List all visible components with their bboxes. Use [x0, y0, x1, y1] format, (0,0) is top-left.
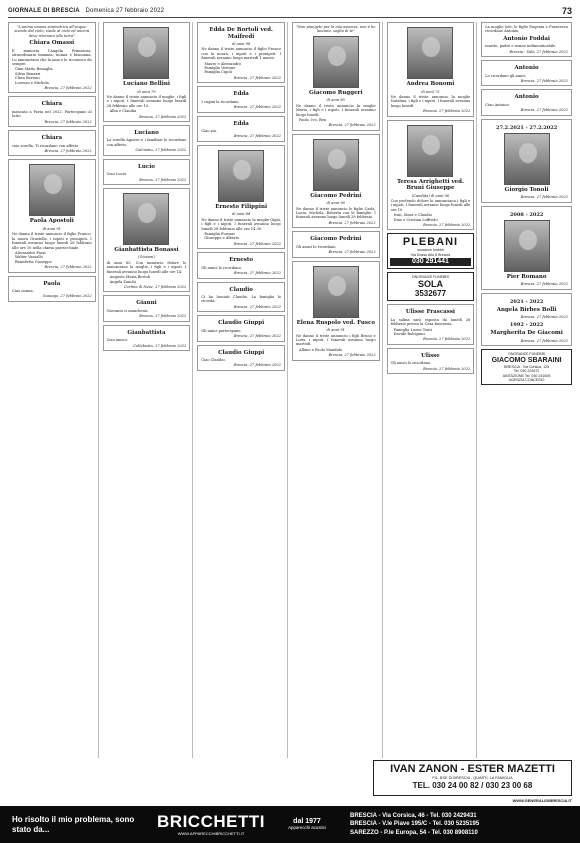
notice — [387, 22, 475, 117]
notice-body: I cugini la ricordano. — [201, 99, 240, 104]
notice-signature: Brescia, 27 febbraio 2022 — [328, 220, 376, 225]
notice-signature: Brescia - Salò, 27 febbraio 2022 — [509, 49, 568, 54]
notice-body: La sorella Agnese e i familiari lo ricordano con affetto. — [106, 138, 187, 147]
notice-signature: Brescia, 27 febbraio 2022 — [233, 334, 281, 339]
notice-name: Angela Birbes Bolli — [496, 306, 557, 313]
ad-brand: SOLA — [417, 279, 443, 290]
notice — [103, 188, 191, 292]
notice-body: Gli amici partecipano. — [201, 328, 242, 333]
notice-name: Chiara — [41, 101, 63, 108]
notice-body: di anni 85. Con immenso dolore lo annunciano la moglie, i figli e i nipoti. I funerali avranno luogo lunedì alle ore 14. — [106, 260, 187, 274]
notice-body: Con profondo dolore lo annunciano i figli e i nipoti. I funerali avranno luogo lunedì alle ore 10. — [390, 198, 471, 212]
notice — [197, 86, 285, 112]
notice — [197, 345, 285, 371]
notice-name: Chiara — [41, 135, 63, 142]
notice-body: Ne danno il triste annuncio il moglie, i figli e i nipoti. I funerali avranno luogo lunedì 28 febbraio alle ore 10. — [106, 94, 187, 108]
notice-name: Giacomo Pedrini — [310, 236, 362, 243]
page-number: 73 — [561, 5, 572, 16]
since-year: dal 1977 — [293, 818, 321, 826]
notice — [8, 159, 96, 272]
notice-age: (Giovani) — [138, 255, 155, 260]
notice-signature: Brescia, 27 febbraio 2022 — [233, 105, 281, 110]
notice-age: di anni 79 — [137, 89, 156, 94]
notice-list — [296, 348, 376, 352]
participant-name: Famiglia Vestone — [204, 66, 236, 71]
notice — [292, 22, 380, 131]
notice-name: Edda — [233, 120, 249, 127]
notice-name: Claudio Giuppi — [218, 349, 265, 356]
participant-name: Famiglia Leone Tonti — [393, 327, 432, 332]
page-header — [8, 4, 572, 18]
notice-signature: Brescia, 27 febbraio 2022 — [423, 109, 471, 114]
notice-name: Gianbattista Bonassi — [114, 246, 179, 253]
portrait-photo — [407, 125, 453, 177]
participant-name: Augusto Maria Bertoli — [109, 275, 151, 280]
anniversary-dates: 2021 - 2022 — [509, 298, 544, 305]
notice-signature: Brescia, 27 febbraio 2022 — [423, 222, 471, 227]
notice — [197, 22, 285, 83]
notice — [197, 315, 285, 341]
notice-name: Teresa Arrighetti ved. Bruni Giuseppe — [396, 178, 464, 192]
anniversary-notice — [481, 293, 572, 347]
notice-signature: Brescia, 27 febbraio 2022 — [520, 282, 568, 287]
notice-list — [391, 213, 471, 222]
notice — [8, 22, 96, 93]
notice — [197, 252, 285, 278]
participant-name: Ivan, Mara e Claudio — [393, 213, 432, 218]
notice-list — [201, 62, 281, 75]
notice-name: Antonio — [514, 65, 539, 72]
banner-slogan: Ho risolto il mio problema, sono stato da... — [12, 815, 135, 834]
notice-signature: Brescia, 27 febbraio 2022 — [139, 177, 187, 182]
notice-intro: La moglie Iole, le figlie Eugenia e Francesca ricordano Antonio. — [485, 25, 568, 34]
column-1 — [8, 22, 99, 758]
ad-brand: GIACOMO SBARAINI — [491, 356, 562, 364]
notice-name: Ulisse — [421, 352, 440, 359]
ad-brand: PLEBANI — [402, 236, 459, 249]
column-5 — [387, 22, 478, 758]
participant-name: Famiglia Cigoli — [204, 70, 232, 75]
notice-body: Gli amici lo ricordano. — [201, 265, 242, 270]
branch-list — [344, 812, 580, 838]
notice — [481, 60, 572, 86]
notice-list — [391, 328, 471, 337]
since-label: Apparecchi acustici — [288, 824, 326, 830]
funeral-home-ad-sola[interactable] — [387, 272, 475, 301]
notice-signature: Brescia, 27 febbraio 2022 — [520, 195, 568, 200]
participant-name: Alessandro Parzi — [15, 250, 46, 255]
column-2 — [103, 22, 194, 758]
notice-body: Ne danno il triste annuncio il figlio Franco, la nuora Graziella, i nipoti e pronipoti. I funerali avranno luogo lunedì 28 febbraio alle ore 10 nella chiesa parrocchiale. — [12, 232, 92, 250]
notice-signature: Brescia, 27 febbraio 2022 — [520, 315, 568, 320]
notice-name: Luciano — [134, 129, 159, 136]
notice-name: Luciano Bellini — [123, 81, 170, 87]
notice — [103, 295, 191, 321]
notice-name: Antonio — [514, 94, 539, 101]
anniversary-dates: 27.2.2021 - 27.2.2022 — [495, 124, 558, 131]
notice-signature: Brescia, 27 febbraio 2022 — [233, 271, 281, 276]
portrait-photo — [504, 220, 550, 272]
notice-name: Ernesto Filippini — [215, 203, 268, 210]
website-link[interactable]: WWW.GENERALIDIBRESCIA.IT — [512, 798, 572, 803]
notice — [103, 159, 191, 185]
newspaper-name: GIORNALE DI BRESCIA — [8, 7, 80, 14]
branch-item: BRESCIA - V.le Piave 195/C - Tel. 030 5235195 — [350, 821, 480, 828]
notice-name: Giacomo Ruggeri — [309, 89, 363, 96]
notice-name: Edda — [233, 91, 249, 98]
notice-body: mancata a Pavia nel 2022. Partecipano al lutto. — [12, 109, 92, 119]
notice-body: Ciao Antonio. — [485, 102, 510, 107]
notice-body: Ne danno il triste annuncio la moglie Gigia, i figli e i nipoti. I funerali avranno luogo lunedì 28 febbraio alle ore 14.30. — [201, 217, 281, 231]
notice-name: Margherita De Giacomi — [490, 330, 563, 337]
notice-signature: Brescia, 27 febbraio 2022 — [233, 241, 281, 246]
portrait-photo — [29, 164, 75, 216]
notice — [481, 22, 572, 57]
notice-name: Antonio Foddai — [503, 35, 550, 42]
notice-signature: Brescia, 27 febbraio 2022 — [233, 134, 281, 139]
portrait-photo — [123, 193, 169, 245]
notice-signature: Calcinato, 27 febbraio 2022 — [135, 148, 187, 153]
anniversary-dates: 2008 - 2022 — [509, 211, 544, 218]
issue-date: Domenica 27 febbraio 2022 — [85, 7, 165, 14]
notice-signature: Gussago, 27 febbraio 2022 — [42, 294, 92, 299]
notice-body: Ne danno il triste annuncio la moglie Natalina, i figli e i nipoti. I funerali avranno luogo lunedì. — [390, 94, 471, 108]
anniversary-dates: 1992 - 2022 — [509, 322, 544, 329]
brand-website[interactable]: WWW.APPARECCHIBRICCHETTI.IT — [177, 831, 245, 836]
notice-signature: Collebeato, 27 febbraio 2022 — [133, 343, 187, 348]
notice — [197, 145, 285, 249]
notice-signature: Brescia, 27 febbraio 2022 — [423, 366, 471, 371]
participant-name: Lorenzo e Michela — [15, 80, 49, 85]
notice-age: (Candida) di anni 96 — [411, 193, 450, 198]
ad-agency: AGENZIA CONCESIO — [508, 378, 545, 382]
notice-signature: Brescia, 27 febbraio 2022 — [520, 338, 568, 343]
notice — [8, 276, 96, 302]
notice-signature: Brescia, 27 febbraio 2022 — [139, 314, 187, 319]
portrait-photo — [313, 266, 359, 318]
notice-body: Ne danno il triste annuncio le figlie Carla, Lucia, Michela, Roberta con le famiglie. I funerali avranno luogo lunedì 28 febbraio. — [295, 206, 376, 220]
notice-body: Gli amici lo ricordano. — [295, 244, 337, 249]
notice-age: di anni 73 — [421, 89, 440, 94]
notice-body: Ciao Claudio. — [201, 358, 226, 363]
participant-name: Dino e Cristian Loffredo — [393, 217, 438, 222]
notice-list — [107, 109, 187, 113]
notice-age: di anni 85 — [326, 98, 345, 103]
notice — [8, 130, 96, 156]
branch-item: SAREZZO - P.le Europa, 54 - Tel. 030 8908110 — [350, 829, 478, 836]
notice-signature: Brescia, 27 febbraio 2022 — [520, 108, 568, 113]
notice-name: Giorgio Tonoli — [504, 186, 549, 193]
notice — [387, 304, 475, 345]
notice-name: Chiara Omassi — [29, 40, 75, 47]
notice-body: Ci ha lasciati Claudio. La famiglia lo ricorda. — [201, 295, 281, 304]
notice — [103, 125, 191, 156]
notice-name: Claudio Giuppi — [218, 320, 265, 327]
notice-name: Gianbattista — [127, 329, 166, 336]
notice-age: di anni 90 — [326, 201, 345, 206]
notice-body: Ne danno il triste annuncio i figli Bruno e Loris, i nipoti. I funerali avranno luogo martedì. — [295, 333, 376, 347]
ad-tagline: ONORANZE FUNEBRI — [411, 274, 450, 279]
brand-name: BRICCHETTI — [157, 812, 265, 831]
notice-name: Lucio — [137, 163, 155, 170]
notice-name: Gianni — [136, 300, 157, 307]
notice — [481, 89, 572, 115]
notice-body: È mancata l'Angela Primarosa, straordinaria mamma, nonna e bisnonna. Lo annunciano che la ama e le riconosce da sempre. — [12, 48, 92, 66]
notice-name: Elena Ruspolo ved. Fusco — [296, 319, 375, 326]
notice-age: di anni 91 — [42, 226, 61, 231]
notice-list — [107, 275, 187, 284]
participant-name: Giuseppe e Alberto — [204, 236, 240, 241]
notice — [292, 134, 380, 229]
notice-name: Claudio — [229, 286, 253, 293]
participant-name: Davide Bolognini — [393, 331, 425, 336]
ad-tagline: onoranze funebri — [416, 248, 444, 253]
notice-signature: Brescia, 27 febbraio 2022 — [328, 353, 376, 358]
participant-name: Famiglia Fornari — [204, 232, 235, 236]
notice-body: Ciao zia. — [201, 129, 217, 134]
notice-list — [296, 118, 376, 122]
notice-body: Ciao amico. — [106, 338, 128, 343]
notice-body: Ciao nonna. — [12, 289, 34, 294]
ad-brand: IVAN ZANON - ESTER MAZETTI — [390, 763, 555, 775]
participant-name: Benedetta Gioseppe — [15, 259, 52, 264]
notice-signature: Brescia, 27 febbraio 2022 — [44, 85, 92, 90]
notice-name: Giacomo Pedrini — [310, 192, 362, 199]
ad-phone: 030 291441 — [390, 258, 472, 266]
anniversary-notice — [481, 206, 572, 290]
bricchetti-banner[interactable] — [0, 806, 580, 843]
portrait-photo — [504, 133, 550, 185]
newspaper-masthead — [8, 8, 164, 14]
banner-since — [270, 819, 344, 830]
portrait-photo — [218, 150, 264, 202]
participant-name: Mauro e Alessandro — [204, 61, 241, 66]
notice-signature: Brescia, 27 febbraio 2022 — [328, 123, 376, 128]
notice-body: Ciao Lucio. — [106, 172, 128, 177]
column-4 — [292, 22, 383, 758]
portrait-photo — [313, 36, 359, 88]
notice-name: Paola Apostoli — [29, 218, 74, 225]
notice — [197, 116, 285, 142]
notice-body: ciao sorella. Ti ricordano con affetto. — [12, 143, 80, 148]
notice-quote: "Non piangete per la mia assenza, non è ho lasciato, soglio di te" — [296, 25, 376, 34]
notice-body: La salma sarà esposta da lunedì 28 febbraio presso la Casa funeraria. — [390, 317, 471, 327]
notice-name: Ulisse Frascassi — [405, 309, 456, 316]
ad-phone: 3532677 — [414, 289, 447, 299]
notice-signature: Brescia, 27 febbraio 2022 — [520, 79, 568, 84]
ad-phone: TEL. 030 24 00 82 / 030 23 00 68 — [412, 780, 533, 790]
ad-phone: Tel. 030 222672 — [513, 369, 540, 374]
notice-list — [12, 67, 92, 85]
notice — [103, 22, 191, 122]
ad-address: Via Dosso Alto 8 Brescia — [410, 252, 451, 257]
portrait-photo — [313, 139, 359, 191]
notice — [292, 261, 380, 361]
notice-name: Andrea Bonomi — [406, 81, 455, 87]
portrait-photo — [407, 27, 453, 79]
obituary-columns — [8, 22, 572, 758]
participant-name: Walter Vassallo — [15, 255, 43, 260]
notice — [8, 96, 96, 127]
notice-name: Edda De Bortoli ved. Maifredi — [209, 27, 273, 40]
notice-signature: Brescia, 27 febbraio 2022 — [423, 337, 471, 342]
notice — [387, 348, 475, 374]
funeral-home-ad-plebani[interactable] — [387, 233, 475, 268]
ad-address: FIL. BSE DI BRESCIA - QUARTI. LA FAMIGLIA — [432, 776, 513, 780]
notice-name: Paola — [43, 280, 61, 287]
notice-body: Gli amici lo ricordano. — [390, 361, 432, 366]
ad-home-phone: ABITAZIONE Tel. 030 241605 — [502, 373, 551, 378]
column-6 — [481, 22, 572, 758]
notice-body: Ne danno il triste annuncio la moglie Maria, i figli e i nipoti. I funerali avranno luogo lunedì. — [295, 103, 376, 117]
portrait-photo — [123, 27, 169, 79]
notice — [197, 282, 285, 313]
notice — [387, 120, 475, 231]
notice-signature: Brescia, 27 febbraio 2022 — [44, 149, 92, 153]
ad-tagline: ONORANZE FUNEBRI — [508, 352, 546, 357]
notice-quote: "L'anima umana simmetrica all'acqua: scende dal cielo, risale al cielo ed ancora deve ritornare alla terra" — [14, 25, 90, 38]
notice-list — [12, 251, 92, 264]
participant-name: Clara Bertoni — [15, 76, 40, 81]
notice — [292, 231, 380, 257]
banner-brand — [152, 813, 270, 836]
notice-body: Lo ricordano gli amici. — [485, 73, 527, 78]
notice-body: marito, padre e nonno indimenticabile. — [485, 44, 557, 49]
funeral-home-ad-zanon[interactable] — [373, 760, 572, 796]
notice — [103, 325, 191, 351]
column-3 — [197, 22, 288, 758]
notice-signature: Brescia, 27 febbraio 2022 — [44, 265, 92, 270]
notice-body: Ne danno il triste annuncio il figlio Franco con la nuora, i nipoti e i pronipoti. I funerali avranno luogo martedì 1 marzo. — [201, 47, 281, 61]
participant-name: Gian Mario Bonaglia — [15, 67, 53, 72]
notice-name: Pier Romano — [506, 273, 547, 280]
notice-signature: Brescia, 27 febbraio 2022 — [44, 119, 92, 124]
notice-age: di anni 98 — [232, 42, 251, 46]
participant-name: Angela Zanchi — [109, 279, 136, 284]
notice-body: Giovanni ci mancherai. — [106, 308, 149, 313]
notice-list — [201, 232, 281, 241]
participant-name: Albino e Paolo Mandulo — [298, 347, 343, 352]
notice-signature: Brescia, 27 febbraio 2022 — [328, 250, 376, 255]
participant-name: Alba e Claudia — [109, 109, 137, 114]
anniversary-notice — [481, 119, 572, 203]
notice-signature: Brescia, 27 febbraio 2022 — [233, 304, 281, 309]
participant-name: Paolo, Ivo, Ben — [298, 117, 327, 122]
funeral-home-ad-sbaraini[interactable] — [481, 349, 572, 385]
participant-name: Silvia Bonazzi — [15, 71, 41, 76]
notice-signature: Brescia, 27 febbraio 2022 — [233, 363, 281, 368]
ad-address: BRESCIA - Via Corsica, 125 — [504, 364, 550, 369]
notice-age: di anni 88 — [232, 212, 251, 217]
notice-signature: Brescia, 27 febbraio 2022 — [139, 114, 187, 119]
branch-item: BRESCIA - Via Corsica, 46 - Tel. 030 2429431 — [350, 812, 477, 819]
notice-name: Ernesto — [229, 257, 254, 264]
notice-signature: Brescia, 27 febbraio 2022 — [233, 75, 281, 80]
notice-signature: Cortine di Nave, 27 febbraio 2022 — [123, 284, 187, 289]
notice-age: di anni 91 — [326, 328, 345, 333]
